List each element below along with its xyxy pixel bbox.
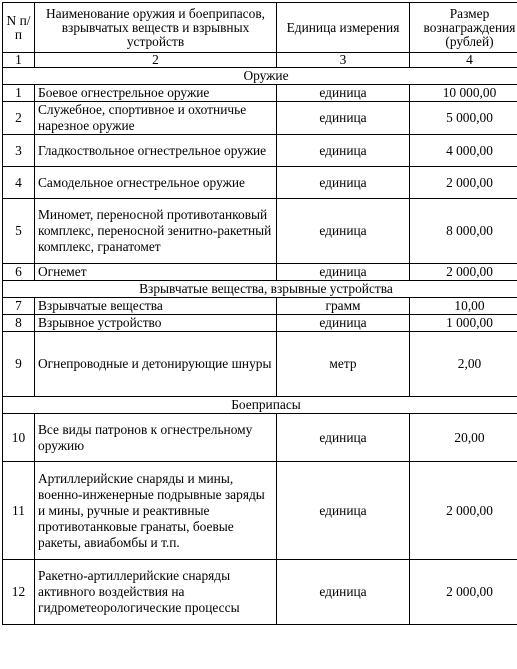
table-row [3,560,517,625]
section-title: Оружие [3,68,517,85]
row-number: 12 [3,560,35,625]
item-unit: единица [277,414,410,462]
row-number: 10 [3,414,35,462]
table-row [3,135,517,167]
item-reward: 1 000,00 [410,315,517,332]
section-row [3,281,517,298]
section-title: Боеприпасы [3,397,517,414]
header-row [3,3,517,53]
item-name: Взрывчатые вещества [35,298,277,315]
row-number: 5 [3,199,35,264]
row-number: 3 [3,135,35,167]
item-reward: 2 000,00 [410,264,517,281]
item-reward: 4 000,00 [410,135,517,167]
item-unit: единица [277,560,410,625]
item-unit: единица [277,167,410,199]
item-name: Служебное, спортивное и охотничье нарезное оружие [35,102,277,135]
item-name: Огнемет [35,264,277,281]
item-unit: единица [277,264,410,281]
item-reward: 2 000,00 [410,167,517,199]
item-unit: единица [277,102,410,135]
item-unit: единица [277,462,410,560]
item-name: Ракетно-артиллерийские снаряды активного воздействия на гидрометеорологические процессы [35,560,277,625]
item-unit: единица [277,135,410,167]
column-number-row [3,53,517,68]
table-row [3,462,517,560]
section-row [3,397,517,414]
row-number: 4 [3,167,35,199]
item-unit: единица [277,85,410,102]
row-number: 1 [3,85,35,102]
table-row [3,102,517,135]
item-unit: единица [277,315,410,332]
table-row [3,264,517,281]
row-number: 11 [3,462,35,560]
item-reward: 10,00 [410,298,517,315]
table-row [3,332,517,397]
item-reward: 5 000,00 [410,102,517,135]
item-unit: единица [277,199,410,264]
column-number: 1 [3,53,35,68]
item-reward: 8 000,00 [410,199,517,264]
row-number: 2 [3,102,35,135]
table-row [3,315,517,332]
item-name: Миномет, переносной противотанковый комплекс, переносной зенитно-ракетный комплекс, гранатомет [35,199,277,264]
item-name: Огнепроводные и детонирующие шнуры [35,332,277,397]
header-reward: Размер вознаграждения (рублей) [410,3,517,53]
row-number: 7 [3,298,35,315]
header-name: Наименование оружия и боеприпасов, взрывчатых веществ и взрывных устройств [35,3,277,53]
section-title: Взрывчатые вещества, взрывные устройства [3,281,517,298]
item-reward: 2 000,00 [410,462,517,560]
item-name: Боевое огнестрельное оружие [35,85,277,102]
item-name: Взрывное устройство [35,315,277,332]
table-row [3,199,517,264]
item-name: Самодельное огнестрельное оружие [35,167,277,199]
item-reward: 2,00 [410,332,517,397]
row-number: 9 [3,332,35,397]
row-number: 6 [3,264,35,281]
column-number: 3 [277,53,410,68]
item-name: Все виды патронов к огнестрельному оружию [35,414,277,462]
reward-table [2,2,517,625]
table-row [3,414,517,462]
item-unit: грамм [277,298,410,315]
item-reward: 2 000,00 [410,560,517,625]
column-number: 2 [35,53,277,68]
section-row [3,68,517,85]
item-unit: метр [277,332,410,397]
header-unit: Единица измерения [277,3,410,53]
table-row [3,85,517,102]
item-name: Артиллерийские снаряды и мины, военно-инженерные подрывные заряды и мины, ручные и реактивные противотанковые гранаты, боевые ракеты, авиабомбы и т.п. [35,462,277,560]
column-number: 4 [410,53,517,68]
table-row [3,298,517,315]
header-num: N п/п [3,3,35,53]
item-name: Гладкоствольное огнестрельное оружие [35,135,277,167]
item-reward: 20,00 [410,414,517,462]
table-row [3,167,517,199]
row-number: 8 [3,315,35,332]
item-reward: 10 000,00 [410,85,517,102]
